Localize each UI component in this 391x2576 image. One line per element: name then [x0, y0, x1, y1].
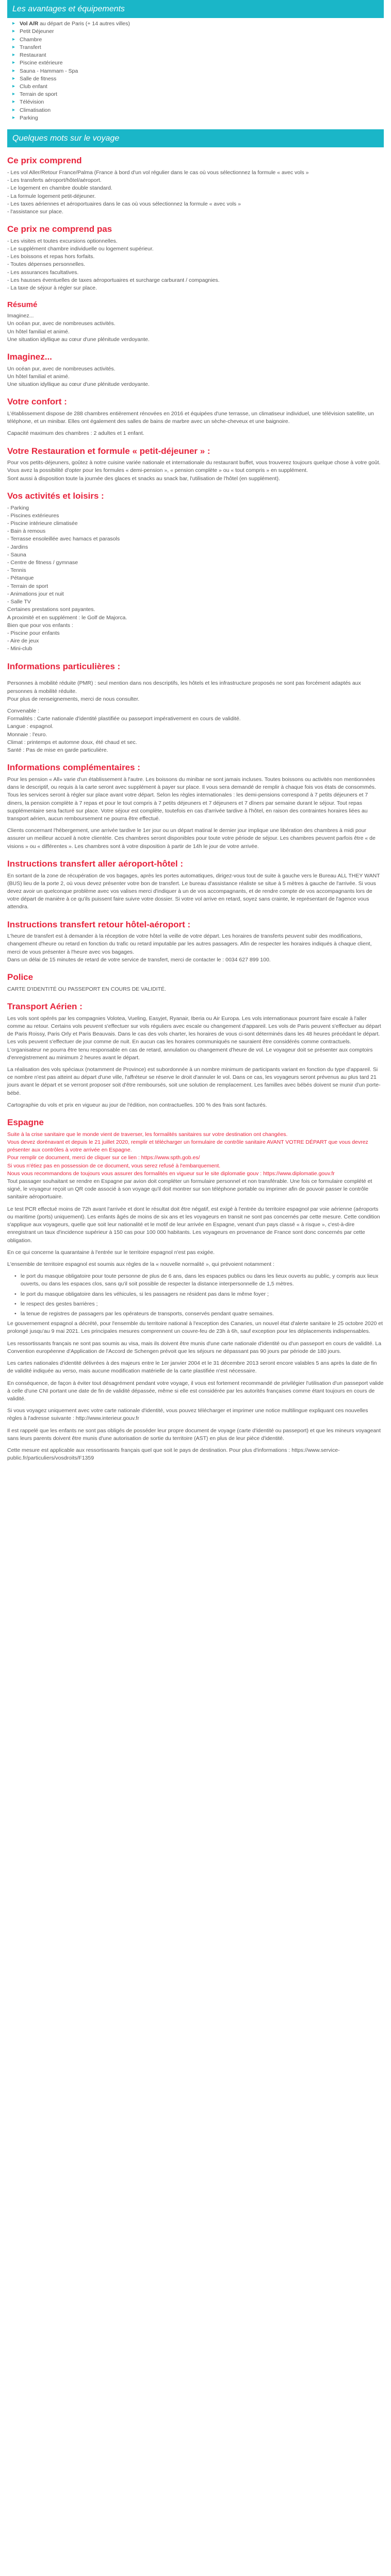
text-line: - Sauna — [7, 551, 26, 558]
text-line: Vous devez dorénavant et depuis le 21 juillet 2020, remplir et télécharger un formulaire de contrôle sanitaire AVANT VOTRE DÉPART que vous devrez présenter aux contrôles à votre arrivée en Espagne. — [7, 1139, 368, 1154]
amenity-item-label: Transfert — [20, 44, 41, 50]
practical-heading: Informations particulières : — [7, 661, 121, 671]
text-line: Pour remplir ce document, merci de cliquer sur ce lien : https://www.spth.gob.es/ — [7, 1155, 200, 1161]
transfer-back-extra: Dans un délai de 15 minutes de retard de votre service de transfert, merci de contacter le : 0034 627 899 100. — [7, 956, 271, 963]
text-line: Convenable : — [7, 707, 39, 714]
text-line: Un océan pur, avec de nombreuses activités. — [7, 320, 116, 327]
police-text: CARTE D'IDENTITÉ OU PASSEPORT EN COURS DE VALIDITÉ. — [7, 986, 166, 992]
text-line: - Terrasse ensoleillée avec hamacs et parasols — [7, 536, 120, 543]
amenity-item-label: Télévision — [20, 99, 44, 106]
text-line: - Piscine intérieure climatisée — [7, 520, 78, 527]
section-line: - Les assurances facultatives. — [7, 269, 79, 276]
text-line: - Animations jour et nuit — [7, 590, 64, 597]
transfer-out-text: En sortant de la zone de récupération de vos bagages, après les portes automatiques, dirigez-vous tout de suite à gauche vers le Bureau ALL THEY WANT (BUS) lieu de la porte 2, où vous devez présenter votre bon de transfert. Le bureau d'assistance réaliste se situe à 5 mètres à gauche de l'arrivée. Si vous devez avoir un quelconque problème avec vos valises merci d'indiquer à un de vos accompagnants, et de rendre compte de vos accompagnants lors de votre départ de manière à ce qu'ils puissent faire suivre votre dossier. Si votre vol arrive en retard, soyez sans crainte, le représentant de l'agence vous attendra. — [7, 872, 380, 910]
text-line: Monnaie : l'euro. — [7, 731, 47, 738]
amenity-item-label: Club enfant — [20, 83, 47, 90]
amenity-item — [12, 59, 384, 67]
text-line: - Terrain de sport — [7, 583, 48, 589]
complement-heading: Informations complémentaires : — [7, 762, 140, 773]
amenity-item — [12, 52, 384, 59]
amenity-item-label: au départ de Paris (+ 14 autres villes) — [38, 21, 130, 27]
text-line: - Tennis — [7, 567, 26, 574]
amenity-item-label: Piscine extérieure — [20, 60, 63, 66]
section-line: - Les taxes aériennes et aéroportuaires dans le cas où vous sélectionnez la formule « avec vols » — [7, 200, 241, 207]
section-line: - Les boissons et repas hors forfaits. — [7, 253, 95, 260]
text-line: - Jardins — [7, 544, 28, 550]
text-line: - Mini-club — [7, 646, 32, 652]
amenity-item-label: Petit Déjeuner — [20, 28, 54, 35]
activities-list — [7, 504, 384, 606]
practical-pmr: Personnes à mobilité réduite (PMR) : seul mention dans nos descriptifs, les hôtels et les infrastructure proposés ne sont pas forcément adaptés aux personnes à mobilité réduite. — [7, 680, 361, 694]
text-line: Formalités : Carte nationale d'identité plastifiée ou passeport impérativement en cours de validité. — [7, 716, 241, 722]
espagne-rule-item: • le port du masque obligatoire dans les véhicules, si les passagers ne résident pas dans le même foyer ; — [7, 1291, 384, 1298]
amenity-item — [12, 91, 384, 98]
comfort-text: L'établissement dispose de 288 chambres entièrement rénovées en 2016 et équipées d'une terrasse, un climatiseur individuel, une télévision satellite, un téléphone, et un minibar. Elles ont également des salles de bains de marbre avec un sèche-cheveux et une baignoire. — [7, 410, 374, 425]
transport-text-3: Cartographie du vols et prix en vigueur au jour de l'édition, non contractuelles. 100 % des frais sont facturés. — [7, 1101, 267, 1108]
restaurant-text-2: Vous avez la possibilité d'opter pour les formules « demi-pension », « pension complète » ou « tout compris » en supplément. — [7, 467, 308, 474]
activities-extras — [7, 606, 384, 653]
espagne-rule-item: • le respect des gestes barrières ; — [7, 1300, 384, 1308]
text-line: Santé : Pas de mise en garde particulière. — [7, 747, 108, 754]
section-line: - La taxe de séjour à régler sur place. — [7, 285, 97, 292]
text-line: Une situation idyllique au cœur d'une plénitude verdoyante. — [7, 336, 150, 343]
imagine-heading: Imaginez... — [7, 351, 52, 362]
espagne-paragraph: L'ensemble de territoire espagnol est soumis aux règles de la « nouvelle normalité », qui prévoient notamment : — [7, 1261, 274, 1267]
section-heading: Ce prix ne comprend pas — [7, 224, 112, 234]
espagne-heading: Espagne — [7, 1117, 44, 1128]
espagne-alert — [7, 1131, 384, 1178]
amenity-item — [12, 44, 384, 52]
amenity-item-label: Terrain de sport — [20, 91, 57, 98]
text-line: - Centre de fitness / gymnase — [7, 560, 78, 566]
espagne-paragraph: Les cartes nationales d'identité délivrées à des majeurs entre le 1er janvier 2004 et le 31 décembre 2013 seront encore valables 5 ans après la date de fin de validité indiquée au verso, mais aucune modification matérielle de la carte plastifiée n'est nécessaire. — [7, 1360, 377, 1375]
amenity-item-label: Restaurant — [20, 52, 46, 59]
transfer-out-heading: Instructions transfert aller aéroport-hôtel : — [7, 858, 183, 869]
text-line: Langue : espagnol. — [7, 723, 54, 730]
text-line: Certaines prestations sont payantes. — [7, 606, 95, 613]
amenity-item — [12, 67, 384, 75]
amenity-item — [12, 83, 384, 91]
section-line: - Le logement en chambre double standard. — [7, 185, 112, 192]
amenity-item — [12, 20, 384, 28]
espagne-paragraph: Tout passager souhaitant se rendre en Espagne par avion doit compléter un formulaire personnel et non transférable. Une fois ce formulaire complété et signé, le voyageur reçoit un QR code associé à son voyage qu'il doit montrer sur son téléphone portable ou imprimer afin de pouvoir passer le contrôle sanitaire aéroportuaire. — [7, 1178, 372, 1200]
police-heading: Police — [7, 972, 34, 982]
amenity-item-label: Climatisation — [20, 107, 51, 113]
text-line: - Bain à remous — [7, 528, 46, 535]
section-line: - La formule logement petit-déjeuner. — [7, 193, 96, 199]
espagne-paragraph: En ce qui concerne la quarantaine à l'entrée sur le territoire espagnol n'est pas exigée. — [7, 1249, 215, 1256]
comfort-capacity: Capacité maximum des chambres : 2 adultes et 1 enfant. — [7, 430, 144, 437]
amenity-item — [12, 75, 384, 83]
resume-heading: Résumé — [7, 300, 38, 310]
section-line: - Toutes dépenses personnelles. — [7, 261, 85, 268]
text-line: Un hôtel familial et animé. — [7, 328, 70, 335]
section-line: - Les visites et toutes excursions optionnelles. — [7, 238, 118, 244]
text-line: Suite à la crise sanitaire que le monde vient de traverser, les formalités sanitaires sur votre destination ont changées. — [7, 1131, 288, 1138]
transport-text-2: La réalisation des vols spéciaux (notamment de Province) est subordonnée à un nombre minimum de participants variant en fonction du type d'appareil. Si ce nombre n'est pas atteint au départ d'une ville, l'affréteur se réserve le droit d'annuler le vol. Dans ce cas, les voyageurs seront prévenus au plus tard 21 jours avant le départ et se verront proposer soit d'être remboursés, soit une solution de remplacement. Les familles avec bébés doivent se munir d'un porte-bébé. — [7, 1066, 381, 1096]
section-line: - Le supplément chambre individuelle ou logement supérieur. — [7, 246, 154, 252]
section-line: - Les vol Aller/Retour France/Palma (France à bord d'un vol régulier dans le cas où vous sélectionnez la formule « avec vols » — [7, 169, 309, 176]
text-line: Un océan pur, avec de nombreuses activités. — [7, 365, 116, 372]
espagne-paragraphs — [7, 1178, 384, 1268]
transfer-back-text: L'heure de transfert est à demander à la réception de votre hôtel la veille de votre départ. Les horaires de transferts peuvent subir des modifications, changement d'heure ou retard en fonction du trafic ou retard imputable par les autres passagers. Afin de respecter les horaires indiqués à chaque client, merci de vous présenter à l'heure avec vos bagages. — [7, 933, 372, 955]
amenities-list — [12, 20, 384, 122]
text-line: Si vous n'étiez pas en possession de ce document, vous serez refusé à l'embarquement. — [7, 1162, 221, 1169]
text-line: - Salle TV — [7, 599, 31, 605]
text-line: Bien que pour vos enfants : — [7, 622, 73, 629]
text-line: - Piscines extérieures — [7, 512, 59, 519]
espagne-rule-item: • la tenue de registres de passagers par les opérateurs de transports, conservés pendant quatre semaines. — [7, 1310, 384, 1318]
amenity-item-label: Parking — [20, 114, 38, 121]
section-line: - Les hausses éventuelles de taxes aéroportuaires et surcharge carburant / compagnies. — [7, 277, 220, 283]
amenity-item — [12, 28, 384, 36]
amenity-item-label: Salle de fitness — [20, 75, 57, 82]
transport-text: Les vols sont opérés par les compagnies Volotea, Vueling, Easyjet, Ryanair, Iberia ou Air Europa. Les vols internationaux pourront faire escale à l'aller comme au retour. Certains vols peuvent s'effectuer sur vols réguliers avec escale ou changement d'appareil. Les vols de Paris peuvent s'effectuer au départ de Paris Roissy, Paris Orly et Paris Beauvais. Dans le cas des vols charter, les horaires de vous ci-sont déterminés dans les 48 heures précédant le départ. Les vols peuvent s'effectuer de jour comme de nuit. En aucun cas les horaires communiqués ne sauraient être considérés comme contractuels. L'organisateur ne pourra être tenu responsable en cas de retard, annulation ou changement d'heure de vol. Le voyageur doit se présenter aux comptoirs d'enregistrement au minimum 2 heures avant le départ. — [7, 1015, 381, 1061]
amenity-item — [12, 98, 384, 106]
practical-lines — [7, 707, 384, 754]
resume-text — [7, 312, 384, 344]
text-line: Un hôtel familial et animé. — [7, 373, 70, 380]
section-line: - Les transferts aéroport/hôtel/aéroport. — [7, 177, 102, 184]
espagne-paragraph: Le test PCR effectué moins de 72h avant l'arrivée et dont le résultat doit être négatif, est exigé à l'entrée du territoire espagnol par voie aérienne (aéroports ou maritime (ports) uniquement). Les enfants âgés de moins de six ans et les voyageurs en transit ne sont pas concernés par cette mesure. Cette condition s'applique aux voyageurs, quelle que soit leur nationalité et le motif de leur arrivée en Espagne, venant d'un pays classé « à risque », c'est-à-dire enregistrant un taux d'incidence supérieur à 150 cas pour 100 000 habitants. Les voyageurs en provenance de France sont donc concernés par cette obligation. — [7, 1206, 380, 1244]
transport-heading: Transport Aérien : — [7, 1001, 83, 1011]
imagine-text — [7, 365, 384, 389]
espagne-paragraph: Si vous voyagez uniquement avec votre carte nationale d'identité, vous pouvez télécharger et imprimer une notice multilingue expliquant ces nouvelles règles à l'adresse suivante : http://www.interieur.gouv.fr — [7, 1408, 368, 1422]
section-line: - l'assistance sur place. — [7, 208, 63, 215]
activities-heading: Vos activités et loisirs : — [7, 490, 104, 501]
complement-text-2: Clients concernant l'hébergement, une arrivée tardive le 1er jour ou un départ matinal le dernier jour implique une libération des chambres à midi pour assurer un meilleur accueil à notre clientèle. Ces chambres seront disponibles pour toute votre période de séjour. Les chambres peuvent parfois être « de visions » ou « différentes ». Les chambres sont à votre disposition à partir de 14h le jour de votre arrivée. — [7, 827, 376, 850]
amenity-item — [12, 36, 384, 44]
text-line: Nous vous recommandons de toujours vous assurer des formalités en vigueur sur le site diplomatie gouv : https://www.diplomatie.gouv.fr — [7, 1170, 335, 1177]
espagne-paragraph: Le gouvernement espagnol a décrété, pour l'ensemble du territoire national à l'exception des Canaries, un nouvel état d'alerte sanitaire le 25 octobre 2020 et prolongé jusqu'au 9 mai 2021. Les principales mesures comprennent un couvre-feu de 23h à 6h, sauf exception pour les déplacements indispensables. — [7, 1320, 383, 1335]
restaurant-heading: Votre Restauration et formule « petit-déjeuner » : — [7, 446, 210, 456]
complement-text: Pour les pension « All» varie d'un établissement à l'autre. Les boissons du minibar ne sont jamais incluses. Toutes boissons ou activités non mentionnées dans le descriptif, ou requis à la carte seront avec supplément à payer sur place. Il vous sera demandé de remplir à chaque fois vos états de consommés. Tous les services seront à régler sur place avant votre départ. Selon les règles internationales : les demi-pensions correspond à 7 petits déjeuners et 7 diners, la pension complète à 7 repas et pour le tout compris à 7 petits déjeuners et 7 déjeuners et 7 dîners par semaine durant le séjour. Tout repas supplémentaire sera facturé sur place. Votre séjour est complète, toutefois en cas d'arrivée tardive à l'hôtel, en raison des contraintes horaires liées au transport aérien, aucun remboursement ne pourra être effectué. — [7, 776, 376, 822]
text-line: Une situation idyllique au cœur d'une plénitude verdoyante. — [7, 381, 150, 388]
text-line: - Parking — [7, 504, 29, 511]
espagne-paragraph: En conséquence, de façon à éviter tout désagrément pendant votre voyage, il vous est fortement recommandé de privilégier l'utilisation d'un passeport valide à celle d'une CNI portant une date de fin de validité dépassée, même si elle est considérée par les autorités françaises comme étant toujours en cours de validité. — [7, 1380, 384, 1402]
restaurant-text: Pour vos petits-déjeuners, goûtez à notre cuisine variée nationale et internationale du restaurant buffet, vous trouverez toujours quelque chose à votre goût. — [7, 460, 381, 466]
espagne-paragraph: Il est rappelé que les enfants ne sont pas obligés de posséder leur propre document de voyage (carte d'identité ou passeport) et que les mineurs voyageant sans leurs parents doivent être munis d'une autorisation de sortie du territoire (AST) en plus de leur pièce d'identité. — [7, 1427, 381, 1442]
practical-contact: Pour plus de renseignements, merci de nous consulter. — [7, 696, 140, 702]
amenity-item-label: Chambre — [20, 36, 42, 43]
amenity-item-label: Sauna - Hammam - Spa — [20, 67, 78, 74]
espagne-paragraphs-2 — [7, 1320, 384, 1462]
espagne-rule-item: • le port du masque obligatoire pour toute personne de plus de 6 ans, dans les espaces publics ou dans les lieux ouverts au public, y compris aux lieux ouverts, ou dans les espaces clos, sans qu'il soit possible de respecter la distance interpersonnelle de 1,5 mètres. — [7, 1273, 384, 1288]
espagne-paragraph: Cette mesure est applicable aux ressortissants français quel que soit le pays de destination. Pour plus d'informations : https://www.service-public.fr/particuliers/vosdroits/F1359 — [7, 1447, 340, 1462]
espagne-rules — [7, 1273, 384, 1318]
text-line: - Piscine pour enfants — [7, 630, 60, 636]
amenities-header: Les avantages et équipements — [7, 0, 384, 18]
trip-info-header: Quelques mots sur le voyage — [7, 129, 384, 147]
amenity-item — [12, 107, 384, 114]
section-heading: Ce prix comprend — [7, 156, 82, 166]
transfer-back-heading: Instructions transfert retour hôtel-aéroport : — [7, 919, 191, 929]
restaurant-text-3: Sont aussi à disposition toute la journée des glaces et snacks au snack bar, l'utilisation de l'hôtel (en supplément). — [7, 475, 280, 482]
text-line: - Aire de jeux — [7, 638, 39, 645]
info-sections — [7, 155, 384, 292]
amenity-item — [12, 114, 384, 122]
text-line: A proximité et en supplément : le Golf de Majorca. — [7, 614, 127, 621]
text-line: Imaginez... — [7, 313, 34, 319]
amenity-item-bold: Vol A/R — [20, 21, 39, 27]
text-line: Climat : printemps et automne doux, été chaud et sec. — [7, 739, 137, 745]
espagne-paragraph: Les ressortissants français ne sont pas soumis au visa, mais ils doivent être munis d'une carte nationale d'identité ou d'un passeport en cours de validité. La Convention européenne d'Application de l'Accord de Schengen prévoit que les séjours ne dépassant pas 90 jours par période de 180 jours. — [7, 1340, 382, 1354]
comfort-heading: Votre confort : — [7, 397, 67, 407]
text-line: - Pétanque — [7, 575, 34, 582]
